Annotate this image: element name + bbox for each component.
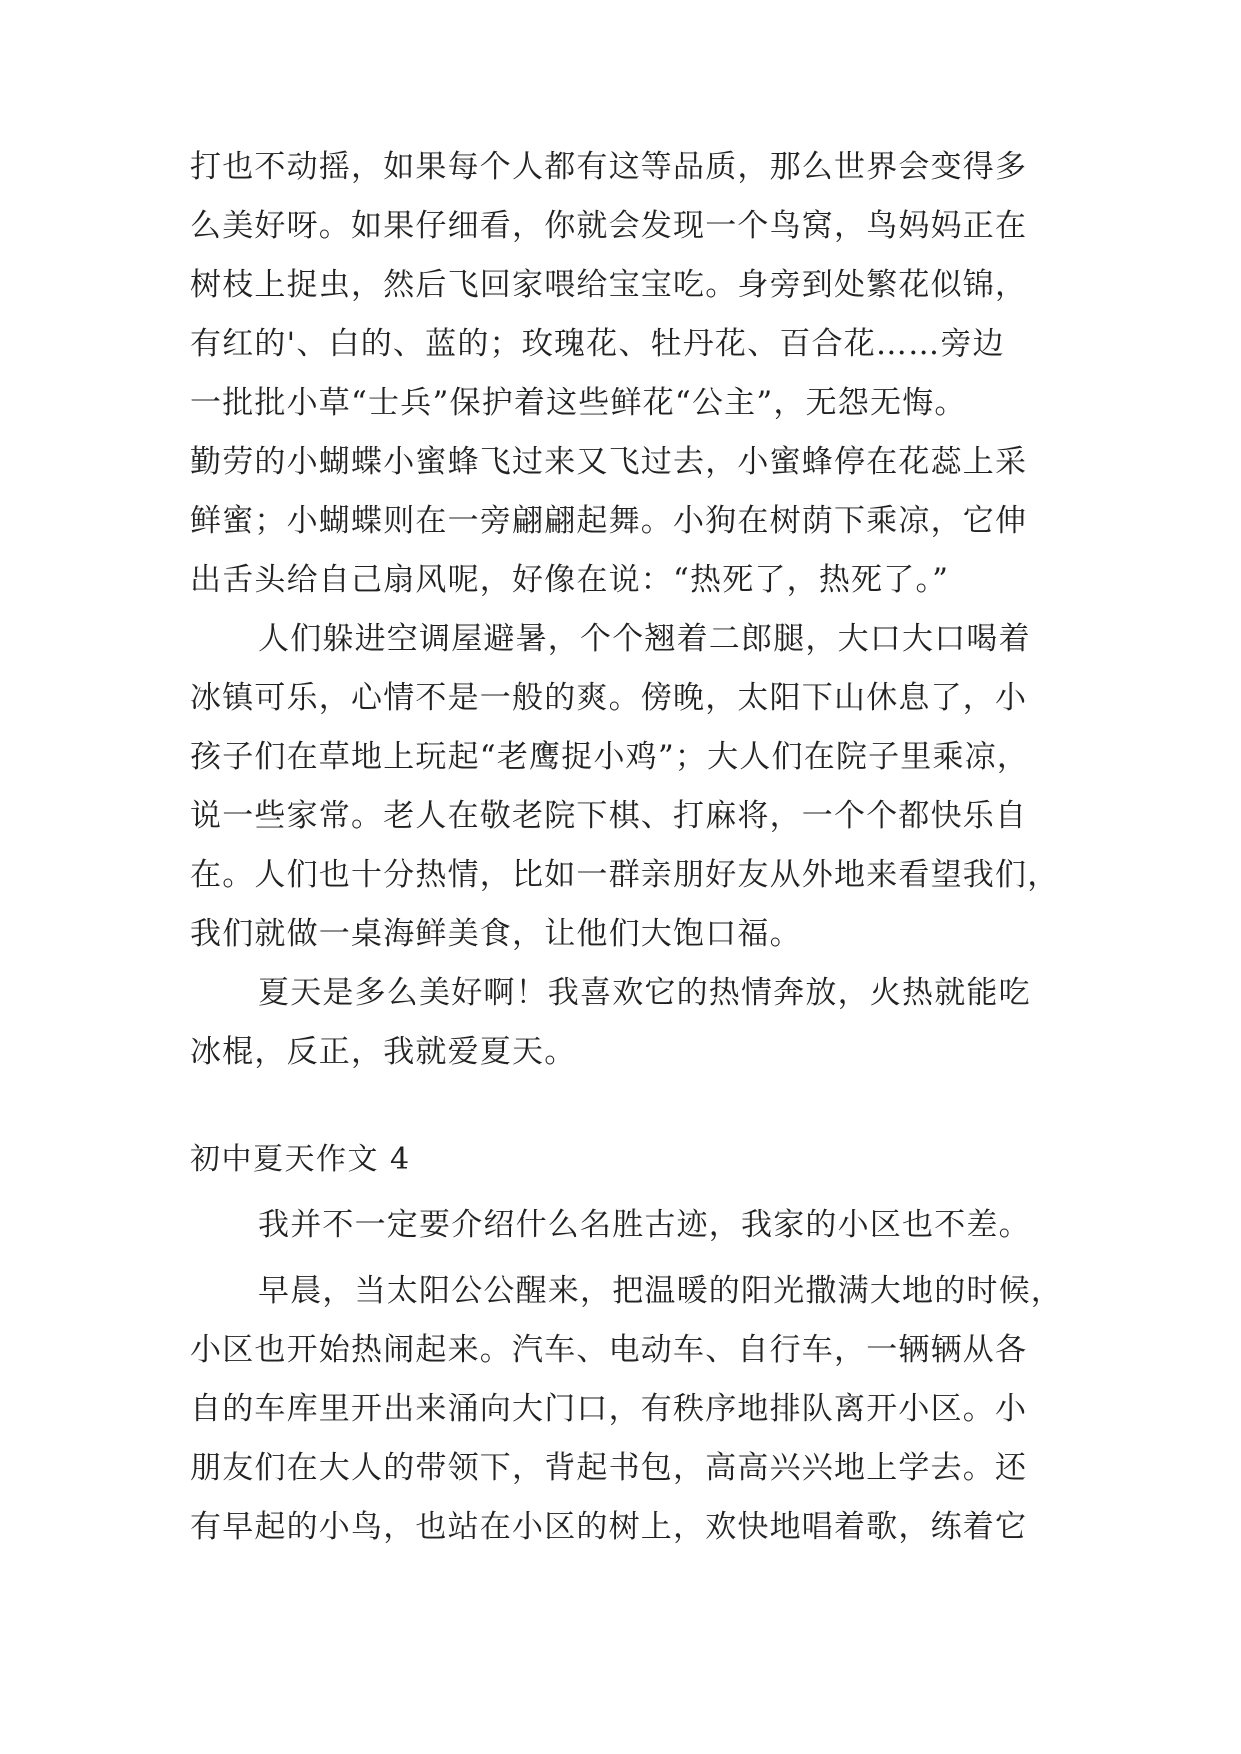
section-title: 初中夏天作文 4 <box>190 1142 411 1177</box>
text-line: 打也不动摇，如果每个人都有这等品质，那么世界会变得多 <box>190 149 1028 185</box>
text-line: 夏天是多么美好啊！我喜欢它的热情奔放，火热就能吃 <box>258 975 1031 1011</box>
text-line: 么美好呀。如果仔细看，你就会发现一个鸟窝，鸟妈妈正在 <box>190 208 1028 244</box>
text-line: 我并不一定要介绍什么名胜古迹，我家的小区也不差。 <box>258 1207 1031 1243</box>
text-line: 鲜蜜；小蝴蝶则在一旁翩翩起舞。小狗在树荫下乘凉，它伸 <box>190 503 1028 539</box>
paragraph-continuation <box>190 138 1070 610</box>
section-title-block <box>190 1130 1070 1189</box>
text-line: 早晨，当太阳公公醒来，把温暖的阳光撒满大地的时候， <box>258 1273 1063 1309</box>
text-line: 人们躲进空调屋避暑，个个翘着二郎腿，大口大口喝着 <box>258 621 1031 657</box>
paragraph-intro <box>190 1196 1070 1255</box>
paragraph-morning <box>190 1262 1070 1557</box>
text-line: 说一些家常。老人在敬老院下棋、打麻将，一个个都快乐自 <box>190 798 1028 834</box>
paragraph-conclusion <box>190 964 1070 1082</box>
text-line: 我们就做一桌海鲜美食，让他们大饱口福。 <box>190 916 802 952</box>
text-line: 孩子们在草地上玩起“老鹰捉小鸡”；大人们在院子里乘凉， <box>190 739 1030 775</box>
text-line: 出舌头给自己扇风呢，好像在说：“热死了，热死了。” <box>190 562 950 598</box>
paragraph-people <box>190 610 1070 964</box>
text-line: 在。人们也十分热情，比如一群亲朋好友从外地来看望我们， <box>190 857 1060 893</box>
text-line: 自的车库里开出来涌向大门口，有秩序地排队离开小区。小 <box>190 1391 1028 1427</box>
text-line: 勤劳的小蝴蝶小蜜蜂飞过来又飞过去，小蜜蜂停在花蕊上采 <box>190 444 1028 480</box>
text-line: 有早起的小鸟，也站在小区的树上，欢快地唱着歌，练着它 <box>190 1509 1028 1545</box>
text-line: 冰镇可乐，心情不是一般的爽。傍晚，太阳下山休息了，小 <box>190 680 1028 716</box>
text-line: 小区也开始热闹起来。汽车、电动车、自行车，一辆辆从各 <box>190 1332 1028 1368</box>
text-line: 有红的'、白的、蓝的；玫瑰花、牡丹花、百合花……旁边 <box>190 326 1005 362</box>
text-line: 朋友们在大人的带领下，背起书包，高高兴兴地上学去。还 <box>190 1450 1028 1486</box>
text-line: 一批批小草“士兵”保护着这些鲜花“公主”，无怨无悔。 <box>190 385 967 421</box>
text-line: 树枝上捉虫，然后飞回家喂给宝宝吃。身旁到处繁花似锦， <box>190 267 1028 303</box>
text-line: 冰棍，反正，我就爱夏天。 <box>190 1034 577 1070</box>
